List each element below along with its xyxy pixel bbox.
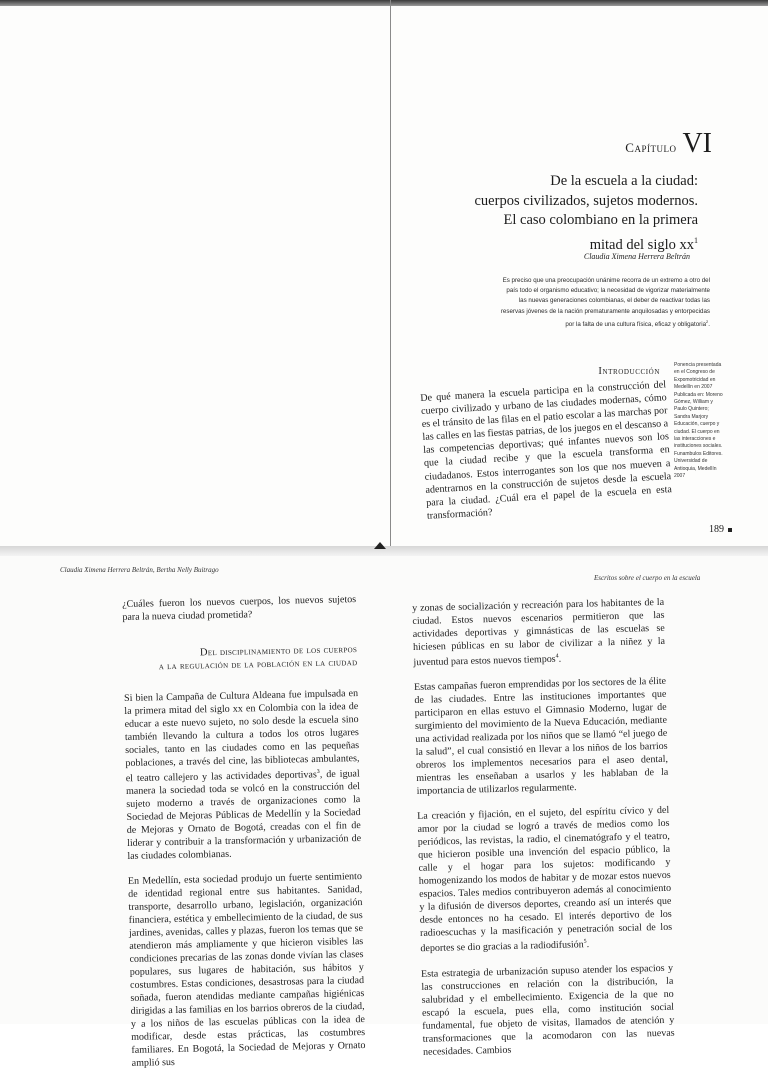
footnote-mark: 1 bbox=[694, 235, 698, 245]
margin-note-line: 2007 bbox=[674, 473, 686, 480]
left-text-column bbox=[122, 593, 366, 1082]
right-text-column bbox=[412, 596, 675, 1071]
footnote-mark: 3 bbox=[316, 768, 320, 775]
running-head-right: Escritos sobre el cuerpo en la escuela bbox=[594, 574, 701, 582]
epigraph-line: país todo el organismo educativo; la necesidad de vigorizar materialmente bbox=[506, 287, 710, 295]
margin-note-line: Paulo Quintero; bbox=[674, 406, 709, 413]
margin-note bbox=[674, 362, 734, 481]
margin-note-line: ciudad. El cuerpo en bbox=[674, 428, 720, 435]
square-bullet-icon bbox=[728, 528, 732, 532]
chapter-number: VI bbox=[682, 128, 712, 159]
epigraph bbox=[390, 276, 710, 330]
paragraph: Estas campañas fueron emprendidas por los sectores de la élite de las ciudades. Entre las instituciones importantes que participaron en ellas estuvo el Gimnasio Moderno, lugar de surgimiento del movimiento de la Nueva Educación, mediante una actividad realizada por los niños que se llamó “el juego de la salud”, el cual consistió en llevar a los niños de los barrios obreros los implementos necesarios para el aseo dental, mientras les enseñaban a usarlos y les hablaban de la importancia de utilizarlos regularmente. bbox=[413, 676, 669, 798]
chapter-label: Capítulo bbox=[625, 140, 677, 155]
margin-note-line: Publicada en: Moreno bbox=[674, 391, 723, 398]
page-gutter bbox=[390, 0, 391, 546]
margin-note-line: en el Congreso de bbox=[674, 369, 715, 376]
paragraph bbox=[124, 687, 362, 863]
introduction-body bbox=[420, 378, 673, 522]
epigraph-line: por la falta de una cultura física, eficaz y obligatoria$^2$. bbox=[565, 318, 710, 328]
running-head-left: Claudia Ximena Herrera Beltrán, Bertha Nelly Buitrago bbox=[60, 566, 219, 574]
paragraph-text: Si bien la Campaña de Cultura Aldeana fue impulsada en la primera mitad del siglo xx en Colombia con la idea de educar a este nuevo sujeto, no solo desde la escuela sino también llevando la cultura a todos los otros lugares sociales, tanto en las ciudades como en las pequeñas poblaciones, a través del cine, las bibliotecas ambulantes, el teatro callejero y las actividades deportivas bbox=[123, 688, 360, 785]
margin-note-line: Gómez, William y bbox=[674, 399, 713, 406]
triangle-up-icon bbox=[374, 542, 386, 549]
page-number bbox=[709, 524, 732, 535]
margin-note-line: instituciones sociales. bbox=[674, 443, 723, 450]
margin-note-line: Universidad de bbox=[674, 458, 708, 465]
paragraph: y zonas de socialización y recreación para los habitantes de la ciudad. Estos nuevos escenarios permitieron que las actividades deportivas y gimnásticas de las escuelas se hiciesen públicas en su labor de civilizar a la niñez y la juventud para estos nuevos tiempos$^4$. bbox=[412, 596, 666, 669]
footnote-mark: 2 bbox=[706, 318, 709, 324]
paragraph-text: La creación y fijación, en el sujeto, del espíritu cívico y del amor por la ciudad se logró a través de medios como los periódicos, las revistas, la radio, el cinematógrafo y el teatro, que hicieron posible una invención del espacio público, la calle y el hogar para los sujetos: modificando y homogenizando los modos de habitar y de mozar estos nuevos espacios. Tales medios contribuyeron además al conocimiento y la difusión de diversos deportes, creando así un interés que desde entonces no ha cesado. El interés deportivo de los radioescuchas y la masificación y penetración social de los deportes se dio gracias a la radiodifusión bbox=[417, 805, 673, 955]
title-line: De la escuela a la ciudad: bbox=[550, 173, 698, 189]
chapter-author: Claudia Ximena Herrera Beltrán bbox=[583, 252, 690, 261]
paragraph: Esta estrategia de urbanización supuso atender los espacios y las construcciones en relación con la distribución, la salubridad y el embellecimiento. Exigencia de la que no escapó la escuela, pues ella, como institución social fundamental, fue objeto de visitas, llamados de atención y transformaciones que la acomodaron con las nuevas necesidades. Cambios bbox=[420, 962, 675, 1058]
section-heading-line: Del disciplinamiento de los cuerpos bbox=[199, 644, 358, 659]
epigraph-line: reservas jóvenes de la nación prematuramente anquilosadas y entorpecidas bbox=[500, 307, 710, 315]
title-line: El caso colombiano en la primera bbox=[503, 212, 698, 228]
epigraph-line: Es preciso que una preocupación unánime recorra de un extremo a otro del bbox=[502, 277, 710, 284]
margin-note-line: las interacciones e bbox=[674, 436, 716, 443]
paragraph: En Medellín, esta sociedad produjo un fuerte sentimiento de identidad regional entre sus habitantes. Sanidad, transporte, desarrollo urbano, legislación, organización financiera, estética y embellecimiento de la ciudad, de sus jardines, avenidas, calles y plazas, fueron los temas que se atendieron más ampliamente y que hicieron visibles las condiciones precarias de las zonas donde vivían las clases populares, sus lugares de habitación, sus hábitos y costumbres. Estas condiciones, desastrosas para la ciudad soñada, fueron atendidas mediante campañas higiénicas dirigidas a las familias en los barrios obreros de la ciudad, y a los niños de las escuelas públicas con la idea de modificar, desde estas prácticas, las costumbres familiares. En Bogotá, la Sociedad de Mejoras y Ornato amplió sus bbox=[127, 871, 366, 1070]
title-line-text: mitad del siglo xx bbox=[589, 236, 694, 253]
margin-note-line: Sandra Marjory bbox=[674, 413, 709, 420]
margin-note-line: Educación, cuerpo y bbox=[674, 421, 720, 428]
margin-note-line: Funambulos Editores. bbox=[674, 450, 723, 457]
epigraph-line: las nuevas generaciones colombianas, el deber de reactivar todas las bbox=[518, 297, 710, 305]
chapter-title bbox=[368, 172, 698, 255]
paragraph-text: , de igual manera la sociedad toda se volcó en la construcción del sujeto moderno a través de organizaciones como la Sociedad de Mejoras Públicas de Medellín y la Sociedad de Mejoras y Ornato de Bogotá, creadas con el fin de liderar y contribuir a la transformación y urbanización de las ciudades colombianas. bbox=[125, 768, 362, 863]
lower-book-spread bbox=[0, 556, 768, 1070]
book-binding-edge bbox=[0, 0, 768, 6]
page-number-value: 189 bbox=[709, 524, 724, 535]
epigraph-line-text: por la falta de una cultura física, eficaz y obligatoria bbox=[565, 320, 707, 328]
footnote-mark: 5 bbox=[583, 939, 587, 946]
title-line: cuerpos civilizados, sujetos modernos. bbox=[474, 192, 698, 209]
section-heading-introduccion: Introducción bbox=[598, 366, 660, 377]
margin-note-line: Expomotricidad en bbox=[674, 376, 716, 383]
chapter-heading bbox=[625, 128, 712, 160]
margin-note-line: Antioquia, Medellín bbox=[674, 465, 717, 472]
section-heading-line: a la regulación de la población en la ciudad bbox=[158, 657, 358, 673]
margin-note-line: Medellín en 2007 bbox=[674, 384, 713, 391]
paragraph-text: y zonas de socialización y recreación para los habitantes de la ciudad. Estos nuevos escenarios permitieron que las actividades deportivas y gimnásticas de las escuelas se hiciesen públicas en su labor de civilizar a la niñez y la juventud para estos nuevos tiempos bbox=[412, 596, 666, 669]
opening-question: ¿Cuáles fueron los nuevos cuerpos, los nuevos sujetos para la nueva ciudad prometida? bbox=[122, 594, 357, 623]
footnote-mark: 4 bbox=[555, 653, 559, 660]
margin-note-line: Ponencia presentada bbox=[674, 362, 722, 368]
section-heading-disciplinamiento bbox=[123, 643, 357, 674]
paragraph: La creación y fijación, en el sujeto, del espíritu cívico y del amor por la ciudad se logró a través de medios como los periódicos, las revistas, la radio, el cinematógrafo y el teatro, que hicieron posible una invención del espacio público, la calle y el hogar para los sujetos: modificando y homogenizando los modos de habitar y de mozar estos nuevos espacios. Tales medios contribuyeron además al conocimiento y la difusión de diversos deportes, creando así un interés que desde entonces no ha cesado. El interés deportivo de los radioescuchas y la masificación y penetración social de los deportes se dio gracias a la radiodifusión$^5$. bbox=[417, 805, 673, 955]
paragraph: De qué manera la escuela participa en la construcción del cuerpo civilizado y urbano de las ciudades modernas, cómo es el tránsito de las filas en el patio escolar a las marchas por las calles en las fiestas patrias, de los juegos en el descanso a las competencias deportivas; qué infantes nuevos son los que la ciudad recibe y que la escuela transforma en ciudadanos. Estos interrogantes son los que nos mueven a adentrarnos en la construcción de sujetos desde la escuela para la ciudad. ¿Cuál era el papel de la escuela en esta transformación? bbox=[420, 379, 673, 522]
